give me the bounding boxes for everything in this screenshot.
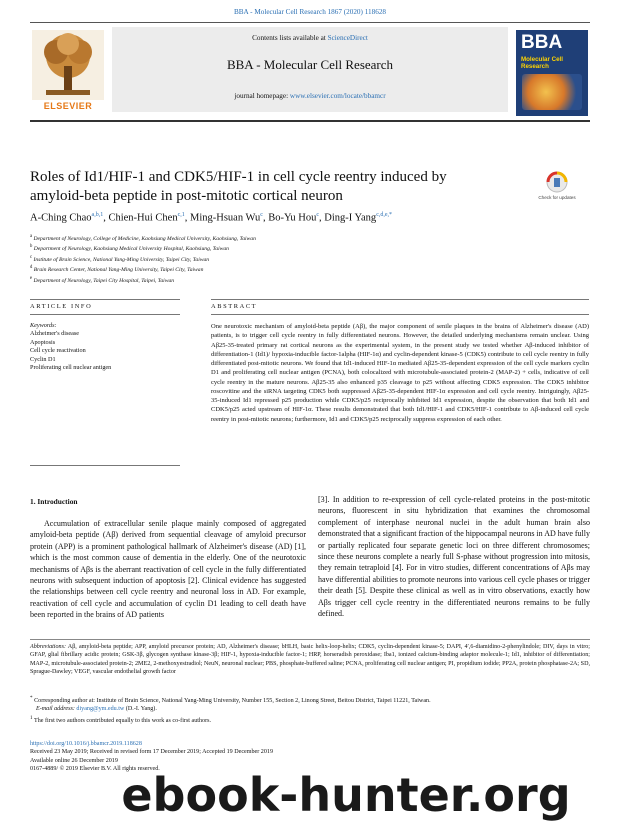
keyword: Alzheimer's disease (30, 330, 80, 338)
abstract-rule-bottom (211, 314, 589, 315)
author-affil-marks[interactable]: c,1 (177, 212, 185, 218)
check-for-updates-icon[interactable] (537, 170, 577, 208)
cover-subtitle: Molecular Cell Research (521, 56, 563, 70)
doi-link[interactable]: https://doi.org/10.1016/j.bbamcr.2019.118628 (30, 741, 142, 747)
keyword: Cell cycle reactivation (30, 347, 86, 355)
introduction-heading: 1. Introduction (30, 497, 78, 506)
author-affil-marks[interactable]: a,b,1 (91, 212, 104, 218)
affiliation: $^a$ Department of Neurology, College of Medicine, Kaohsiung Medical University, Kaohsiung, Taiwan (30, 234, 256, 242)
keywords-label: Keywords: (30, 322, 57, 329)
available-online: Available online 26 December 2019 (30, 757, 118, 764)
author-affil-marks[interactable]: c (316, 212, 320, 218)
header-bottom-rule (30, 120, 590, 122)
affiliation: $^d$ Brain Research Center, National Yang-Ming University, Taipei City, Taiwan (30, 265, 204, 274)
author-footnotes (30, 694, 590, 725)
article-title: Roles of Id1/HIF-1 and CDK5/HIF-1 in cell cycle reentry induced by amyloid-beta peptide in post-mitotic cortical neuron (30, 169, 447, 204)
sciencedirect-link[interactable]: ScienceDirect (327, 34, 368, 42)
affiliation-list (30, 233, 590, 285)
journal-homepage-link[interactable]: www.elsevier.com/locate/bbamcr (289, 92, 386, 100)
publisher-name: ELSEVIER (43, 101, 93, 111)
article-info-heading: ARTICLE INFO (30, 303, 93, 310)
contents-line: Contents lists available at ScienceDirect (252, 34, 368, 42)
author-name[interactable]: Ming-Hsuan Wu (190, 212, 261, 224)
cover-artwork (522, 74, 582, 110)
article-info-rule-bottom (30, 314, 180, 315)
keywords-block (30, 322, 180, 372)
abstract-heading: ABSTRACT (211, 303, 258, 310)
abbreviations-footnote: Abbreviations: Aβ, amyloid-beta peptide; APP, amyloid precursor protein; AD, Alzheimer's disease; bHLH, basic helix-loop-helix; CDK5, cyclin-dependent kinase-5; DAPI, 4′,6-diamidino-2-phenylindole; DIV, days in vitro; GFAP, glial fibrillary acidic protein; GSK-3β, glycogen synthase kinase-3β; HIF-1, hypoxia-inducible factor-1; HRP, horseradish peroxidase; Iba1, ionized calcium-binding adaptor molecule-1; Id1, inhibitor of differentiation; MAP-2, microtubule-associated protein-2; 2ME2, 2-methoxyestradiol; NeuN, neuronal nuclear; PBS, phosphate-buffered saline; PCNA, proliferating cell nuclear antigen; PI, propidium iodide; PP2A, protein phosphatase-2A; SD, Sprague-Dawley; VEGF, vascular endothelial growth factor (30, 644, 590, 676)
introduction-left-column: Accumulation of extracellular senile plaque mainly composed of aggregated amyloid-beta peptide (Aβ) derived from sequential cleavage of amyloid precursor protein (APP) is a prominent pathological hallmark of Alzheimer's disease (AD) [1], which is the most common cause of dementia in the elderly. One of the neurotoxic mechanisms of Aβs is the aberrant reactivation of cell cycle in the fully differentiated neurons with subsequent induction of apoptosis [2]. Clinical evidence has suggested the relationships between cell cycle reentry and neuronal loss in AD. For example, reactivation of cell cycle and accumulation of cyclin D1 leading to cell death have been reported in the brains of AD patients (30, 519, 306, 620)
author-name[interactable]: Chien-Hui Chen (108, 212, 178, 224)
abstract-text: One neurotoxic mechanism of amyloid-beta peptide (Aβ), the major component of senile plaques in the brains of Alzheimer's disease (AD) patients, is to trigger cell cycle reentry in fully differentiated neurons. However, the detailed underlying mechanisms remain unclear. Using Aβ25-35-treated primary rat cortical neurons as the experimental system, in the present study we tested whether Aβ-induced inhibitor of differentiation-1 (Id1)/ hypoxia-inducible factor-1alpha (HIF-1α) and cyclin-dependent kinase-5 (CDK5) contribute to cell cycle reentry in fully differentiated post-mitotic neurons. We found that Id1-induced HIF-1α mediated Aβ25-35-dependent expression of the cell cycle markers cyclin D1 and proliferating cell nuclear antigen (PCNA), both colocalized with microtubule-associated protein-2 (MAP-2) + cells, indicative of cell cycle reentry in the mature neurons. Aβ25-35 also enhanced p35 cleavage to p25 without affecting CDK5 expression. The CDK5 inhibitor roscovitine and the siRNA targeting CDK5 both suppressed Aβ25-35-dependent HIF-1α expression and cell cycle reentry. Intriguingly, Aβ25-35-induced Id1 repressed p25 production while CDK5/p25 reciprocally inhibited Id1 expression, despite the observation that both Id1 and CDK5/p25 acted upstream of HIF-1α. These results demonstrated that both Id1/HIF-1 and CDK5/HIF-1 contribute to Aβ-induced cell cycle reentry in post-mitotic neurons; furthermore, Id1 and CDK5/p25 reciprocally suppress expression of each other. (211, 323, 589, 423)
received-dates: Received 23 May 2019; Received in revised form 17 December 2019; Accepted 19 December 2019 (30, 749, 273, 756)
header-top-rule (30, 22, 590, 23)
cover-title: BBA (521, 32, 563, 53)
author-affil-marks[interactable]: c,d,e,* (376, 212, 393, 218)
author-list: A-Ching Chao$^{a,b,1}$, Chien-Hui Chen$^{c,1}$, Ming-Hsuan Wu$^c$, Bo-Yu Hou$^c$, Ding-I Yang$^{c,d,e,*}$ (30, 212, 393, 224)
affiliation: $^b$ Department of Neurology, Kaohsiung Medical University Hospital, Kaohsiung, Taiwan (30, 244, 229, 253)
watermark-text: ebook-hunter.org (121, 769, 571, 822)
introduction-right-column: [3]. In addition to re-expression of cell cycle-related proteins in the post-mitotic neurons, fluorescent in situ hybridization that examines the chromosomal complement of interphase neuronal nuclei in the adult human brain also demonstrated that a significant fraction of the hippocampal neurons in AD have fully or partially replicated four separate genetic loci on three different chromosomes; since these neurons complete a nearly full S-phase without progression into mitosis, they remain tetraploid [4]. For in vitro studies, different concentrations of Aβs may have differential abilities to promote neurons into various cell cycle phases or trigger their death [5]. Despite these clinical as well as in vitro observations, exactly how Aβs trigger cell cycle reentry in the differentiated neurons remains to be fully defined. (318, 495, 590, 619)
keyword: Apoptosis (30, 338, 56, 346)
footnote-rule (30, 639, 590, 640)
abstract-rule-top (211, 299, 589, 300)
author-affil-marks[interactable]: c (260, 212, 263, 218)
journal-reference[interactable]: BBA - Molecular Cell Research 1867 (2020) 118628 (233, 8, 387, 16)
check-for-updates-label[interactable]: Check for updates (538, 195, 576, 200)
author-name[interactable]: Ding-I Yang (324, 212, 377, 224)
copyright: 0167-4889/ © 2019 Elsevier B.V. All rights reserved. (30, 766, 160, 773)
article-info-rule-top (30, 299, 180, 300)
journal-cover (516, 30, 588, 116)
homepage-line: journal homepage: www.elsevier.com/locate/bbamcr (234, 92, 386, 100)
affiliation: $^e$ Department of Neurology, Taipei City Hospital, Taipei, Taiwan (30, 275, 175, 284)
watermark (86, 769, 606, 823)
keyword: Cyclin D1 (30, 355, 56, 363)
elsevier-tree-logo (32, 30, 104, 100)
abbreviations-label: Abbreviations: (30, 644, 66, 650)
article-info-end-rule (30, 465, 180, 466)
corresponding-author-note: * Corresponding author at: Institute of Brain Science, National Yang-Ming University, Number 155, Section 2, Linong Street, Beitou District, Taipei 11221, Taiwan. (30, 695, 431, 705)
author-name[interactable]: A-Ching Chao (30, 212, 92, 224)
author-name[interactable]: Bo-Yu Hou (268, 212, 317, 224)
keyword: Proliferating cell nuclear antigen (30, 364, 112, 372)
equal-contribution-note: $^1$ The first two authors contributed equally to this work as co-first authors. (30, 714, 211, 724)
affiliation: $^c$ Institute of Brain Science, National Yang-Ming University, Taipei City, Taiwan (30, 254, 210, 263)
email-link[interactable]: diyang@ym.edu.tw (76, 706, 125, 713)
journal-title: BBA - Molecular Cell Research (226, 57, 394, 72)
email-note: E-mail address: diyang@ym.edu.tw (D.-I. Yang). (36, 706, 157, 713)
